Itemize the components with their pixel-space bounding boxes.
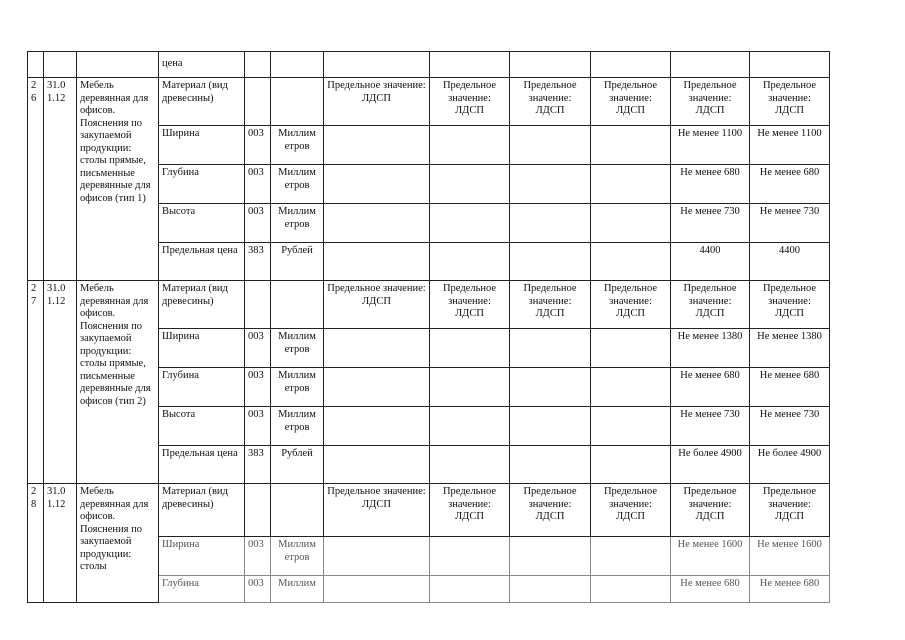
cell-value-2 <box>430 204 510 243</box>
cell-okei-code: 003 <box>245 576 271 603</box>
cell-value-1 <box>324 329 430 368</box>
cell-value-5: Не менее 730 <box>671 204 750 243</box>
cell-value-2: Предельное значение: ЛДСП <box>430 281 510 329</box>
cell-attribute: Глубина <box>159 368 245 407</box>
cell-value-6: Не менее 1100 <box>750 126 830 165</box>
cell-value-1 <box>324 243 430 281</box>
cell-value-3 <box>510 204 591 243</box>
cell-value-2: Предельное значение: ЛДСП <box>430 78 510 126</box>
cell-value-6: Не менее 730 <box>750 204 830 243</box>
cell-value-5: Не менее 680 <box>671 165 750 204</box>
cell-value-6: Не менее 730 <box>750 407 830 446</box>
cell-value-3 <box>510 446 591 484</box>
cell-value-1 <box>324 407 430 446</box>
cell-value-6: Не более 4900 <box>750 446 830 484</box>
cell-value-3 <box>510 368 591 407</box>
cell-value-4 <box>591 165 671 204</box>
cell-value-6: Не менее 1600 <box>750 537 830 576</box>
cell-okei-code: 003 <box>245 329 271 368</box>
cell-value-6: Предельное значение: ЛДСП <box>750 78 830 126</box>
cell-value-5: Предельное значение: ЛДСП <box>671 281 750 329</box>
cell-unit: Миллим етров <box>271 537 324 576</box>
cell-unit: Миллим етров <box>271 165 324 204</box>
cell-okei-code <box>245 281 271 329</box>
cell-value-4: Предельное значение: ЛДСП <box>591 484 671 537</box>
cell-number: 2 7 <box>28 281 44 484</box>
cell-okpd-code: 31.0 1.12 <box>44 484 77 603</box>
cell-okei-code: 383 <box>245 446 271 484</box>
cell-value-2 <box>430 407 510 446</box>
cell-value-4 <box>591 368 671 407</box>
cell-attribute: Ширина <box>159 537 245 576</box>
cell-value-4 <box>591 329 671 368</box>
cell-value-4: Предельное значение: ЛДСП <box>591 281 671 329</box>
cell-value-1 <box>324 537 430 576</box>
cell-attribute: Материал (вид древесины) <box>159 78 245 126</box>
cell-unit: Миллим етров <box>271 407 324 446</box>
cell-unit: Миллим <box>271 576 324 603</box>
cell-value-4 <box>591 446 671 484</box>
cell-value-2 <box>430 446 510 484</box>
cell-value-4 <box>591 576 671 603</box>
cell-value-3 <box>510 407 591 446</box>
cell-value-5: 4400 <box>671 243 750 281</box>
table-row-fragment <box>28 52 830 78</box>
cell-okei-code: 003 <box>245 407 271 446</box>
cell-unit <box>271 78 324 126</box>
cell-value-5: Предельное значение: ЛДСП <box>671 78 750 126</box>
cell-value-6: 4400 <box>750 243 830 281</box>
cell-okei-code: 003 <box>245 165 271 204</box>
cell-value-3 <box>510 537 591 576</box>
cell-attribute: Высота <box>159 204 245 243</box>
cell-value-2 <box>430 126 510 165</box>
cell-okei-code: 383 <box>245 243 271 281</box>
cell-value-3 <box>510 165 591 204</box>
cell-item-name: Мебель деревянная для офисов. Пояснения по закупаемой продукции: столы прямые, письменные деревянные для офисов (тип 1) <box>77 78 159 281</box>
cell-value-4 <box>591 407 671 446</box>
cell-okpd-code: 31.0 1.12 <box>44 281 77 484</box>
cell-unit: Миллим етров <box>271 368 324 407</box>
cell-value-5: Не менее 1600 <box>671 537 750 576</box>
cell-attribute: Материал (вид древесины) <box>159 281 245 329</box>
table-row <box>28 78 830 126</box>
cell-value-1 <box>324 165 430 204</box>
cell-value-1 <box>324 368 430 407</box>
cell-value-4 <box>591 537 671 576</box>
cell-unit: Рублей <box>271 446 324 484</box>
cell-okei-code: 003 <box>245 204 271 243</box>
cell-attribute: Материал (вид древесины) <box>159 484 245 537</box>
cell-value-3 <box>510 329 591 368</box>
cell-okei-code <box>245 484 271 537</box>
cell-value-3: Предельное значение: ЛДСП <box>510 78 591 126</box>
cell-attribute: Ширина <box>159 329 245 368</box>
cell-unit: Миллим етров <box>271 126 324 165</box>
cell-attribute: Глубина <box>159 576 245 603</box>
cell-okei-code: 003 <box>245 126 271 165</box>
cell-value-1 <box>324 576 430 603</box>
cell-number: 2 8 <box>28 484 44 603</box>
cell-value-6: Предельное значение: ЛДСП <box>750 484 830 537</box>
cell-attr-fragment: цена <box>159 52 245 78</box>
cell-unit: Миллим етров <box>271 204 324 243</box>
cell-value-5: Не менее 1380 <box>671 329 750 368</box>
cell-value-2 <box>430 537 510 576</box>
cell-value-2 <box>430 329 510 368</box>
cell-value-4 <box>591 243 671 281</box>
cell-value-3 <box>510 126 591 165</box>
cell-value-3 <box>510 576 591 603</box>
cell-item-name: Мебель деревянная для офисов. Пояснения по закупаемой продукции: столы прямые, письменные деревянные для офисов (тип 2) <box>77 281 159 484</box>
table-row <box>28 484 830 537</box>
cell-value-3 <box>510 243 591 281</box>
cell-okpd-code: 31.0 1.12 <box>44 78 77 281</box>
cell-value-2 <box>430 576 510 603</box>
cell-attribute: Глубина <box>159 165 245 204</box>
cell-unit: Рублей <box>271 243 324 281</box>
cell-value-4 <box>591 204 671 243</box>
cell-value-5: Не менее 680 <box>671 368 750 407</box>
cell-value-5: Не более 4900 <box>671 446 750 484</box>
cell-value-1 <box>324 446 430 484</box>
cell-okei-code: 003 <box>245 537 271 576</box>
cell-value-5: Не менее 730 <box>671 407 750 446</box>
cell-value-6: Не менее 680 <box>750 165 830 204</box>
cell-value-4 <box>591 126 671 165</box>
cell-okei-code: 003 <box>245 368 271 407</box>
cell-attribute: Высота <box>159 407 245 446</box>
cell-value-2 <box>430 368 510 407</box>
cell-value-6: Предельное значение: ЛДСП <box>750 281 830 329</box>
cell-okei-code <box>245 78 271 126</box>
cell-value-1 <box>324 204 430 243</box>
cell-item-name: Мебель деревянная для офисов. Пояснения по закупаемой продукции: столы <box>77 484 159 603</box>
cell-value-6: Не менее 680 <box>750 368 830 407</box>
cell-unit <box>271 484 324 537</box>
cell-value-1: Предельное значение: ЛДСП <box>324 281 430 329</box>
cell-value-6: Не менее 680 <box>750 576 830 603</box>
cell-value-3: Предельное значение: ЛДСП <box>510 484 591 537</box>
cell-number: 2 6 <box>28 78 44 281</box>
cell-attribute: Ширина <box>159 126 245 165</box>
cell-value-4: Предельное значение: ЛДСП <box>591 78 671 126</box>
cell-attribute: Предельная цена <box>159 446 245 484</box>
cell-unit <box>271 281 324 329</box>
cell-value-6: Не менее 1380 <box>750 329 830 368</box>
cell-value-2 <box>430 243 510 281</box>
cell-value-5: Не менее 1100 <box>671 126 750 165</box>
cell-value-5: Предельное значение: ЛДСП <box>671 484 750 537</box>
cell-value-5: Не менее 680 <box>671 576 750 603</box>
cell-attribute: Предельная цена <box>159 243 245 281</box>
cell-value-1 <box>324 126 430 165</box>
cell-value-3: Предельное значение: ЛДСП <box>510 281 591 329</box>
cell-unit: Миллим етров <box>271 329 324 368</box>
requirements-table <box>27 51 830 603</box>
cell-value-2: Предельное значение: ЛДСП <box>430 484 510 537</box>
cell-value-2 <box>430 165 510 204</box>
cell-value-1: Предельное значение: ЛДСП <box>324 78 430 126</box>
table-row <box>28 281 830 329</box>
cell-value-1: Предельное значение: ЛДСП <box>324 484 430 537</box>
